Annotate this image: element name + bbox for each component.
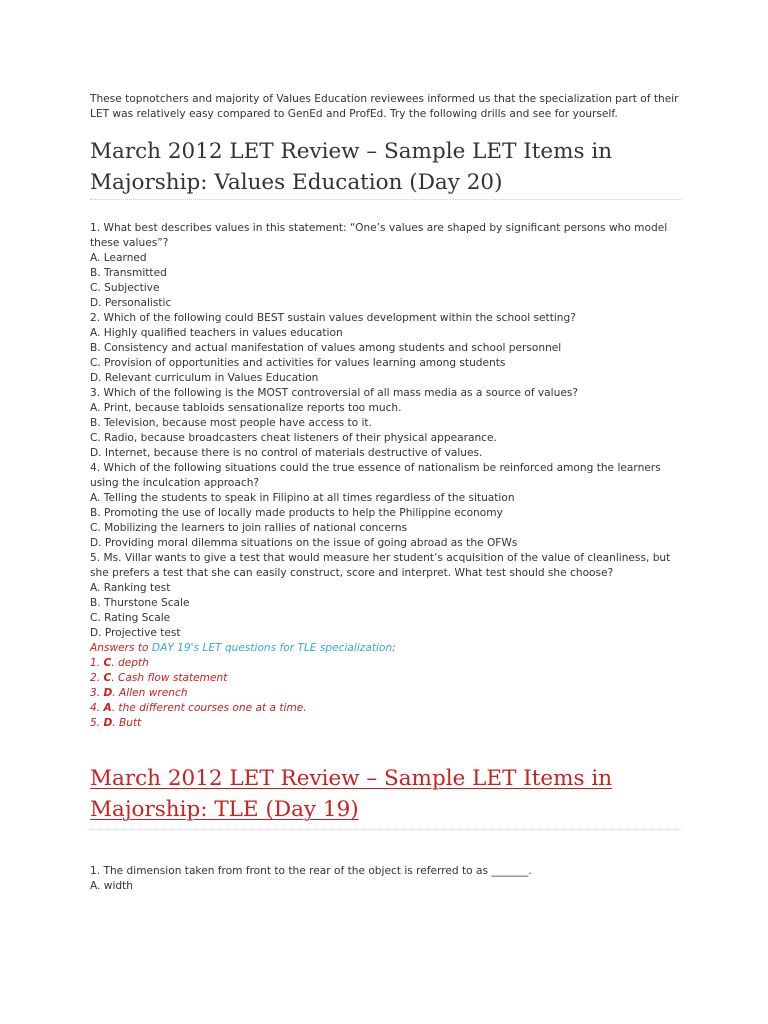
question-text: 2. Which of the following could BEST sustain values development within the school setting? [90, 312, 576, 324]
answer-option: A. Telling the students to speak in Filipino at all times regardless of the situation [90, 492, 515, 504]
post-title-day-20 [90, 136, 690, 198]
answer-key-item [90, 656, 690, 671]
answer-option: D. Projective test [90, 627, 181, 639]
question-text: 4. Which of the following situations could the true essence of nationalism be reinforced among the learners using the inculcation approach? [90, 462, 661, 489]
answer-number: 4. [90, 702, 101, 714]
answer-letter: D [103, 687, 113, 699]
answer-number: 3. [90, 687, 101, 699]
answer-letter: D [103, 717, 113, 729]
answer-option: B. Consistency and actual manifestation of values among students and school personnel [90, 342, 562, 354]
title-divider [90, 829, 682, 830]
answer-number: 1. [90, 657, 101, 669]
post-title-day-19 [90, 763, 690, 825]
answer-option: A. Print, because tabloids sensationalize reports too much. [90, 402, 402, 414]
answer-option: C. Rating Scale [90, 612, 171, 624]
answer-text: . depth [111, 657, 149, 669]
question-list [90, 864, 690, 894]
answer-option: C. Radio, because broadcasters cheat listeners of their physical appearance. [90, 432, 497, 444]
answer-option: A. Highly qualified teachers in values education [90, 327, 343, 339]
answer-number: 2. [90, 672, 101, 684]
question-text: 5. Ms. Villar wants to give a test that would measure her student’s acquisition of the value of cleanliness, but she prefers a test that she can easily construct, score and interpret. What test should she choose? [90, 552, 671, 579]
answer-option: D. Relevant curriculum in Values Education [90, 372, 319, 384]
answer-option: D. Internet, because there is no control of materials destructive of values. [90, 447, 483, 459]
answers-prefix: Answers to [90, 642, 152, 654]
answer-option: B. Television, because most people have access to it. [90, 417, 372, 429]
answer-option: C. Provision of opportunities and activities for values learning among students [90, 357, 506, 369]
question-text: 1. The dimension taken from front to the rear of the object is referred to as _______. [90, 865, 532, 877]
answer-option: D. Personalistic [90, 297, 172, 309]
answer-option: D. Providing moral dilemma situations on the issue of going abroad as the OFWs [90, 537, 518, 549]
answer-text: . Butt [112, 717, 142, 729]
title-divider [90, 199, 682, 200]
answer-text: . Cash flow statement [111, 672, 228, 684]
answer-key-item [90, 701, 690, 716]
answer-option: B. Thurstone Scale [90, 597, 190, 609]
answer-option: B. Transmitted [90, 267, 167, 279]
answer-letter: A [103, 702, 112, 714]
answer-option: A. width [90, 880, 133, 892]
answers-heading [90, 641, 690, 656]
answer-text: . Allen wrench [112, 687, 188, 699]
answer-letter: C [103, 672, 112, 684]
question-text: 1. What best describes values in this statement: “One’s values are shaped by significant persons who model these values”? [90, 222, 668, 249]
answer-option: A. Learned [90, 252, 147, 264]
answers-link[interactable]: DAY 19's LET questions for TLE specialization [151, 642, 393, 654]
answer-option: C. Subjective [90, 282, 160, 294]
answer-key-item [90, 716, 690, 731]
intro-paragraph: These topnotchers and majority of Values Education reviewees informed us that the specialization part of their LET was relatively easy compared to GenEd and ProfEd. Try the following drills and see for yourself. [90, 93, 679, 120]
answer-option: A. Ranking test [90, 582, 171, 594]
post-body-day-20 [90, 221, 690, 731]
post-title-text: March 2012 LET Review – Sample LET Items in Majorship: Values Education (Day 20) [90, 139, 613, 195]
post-title-link[interactable]: March 2012 LET Review – Sample LET Items in Majorship: TLE (Day 19) [90, 766, 613, 822]
post-body-day-19 [90, 864, 690, 894]
answer-key-item [90, 671, 690, 686]
answers-suffix: : [392, 642, 396, 654]
answer-text: . the different courses one at a time. [111, 702, 307, 714]
answer-key-item [90, 686, 690, 701]
question-text: 3. Which of the following is the MOST controversial of all mass media as a source of values? [90, 387, 578, 399]
answer-letter: C [103, 657, 112, 669]
answer-option: C. Mobilizing the learners to join rallies of national concerns [90, 522, 408, 534]
answer-number: 5. [90, 717, 101, 729]
answers-list [90, 656, 690, 731]
answer-option: B. Promoting the use of locally made products to help the Philippine economy [90, 507, 503, 519]
question-list [90, 221, 690, 641]
